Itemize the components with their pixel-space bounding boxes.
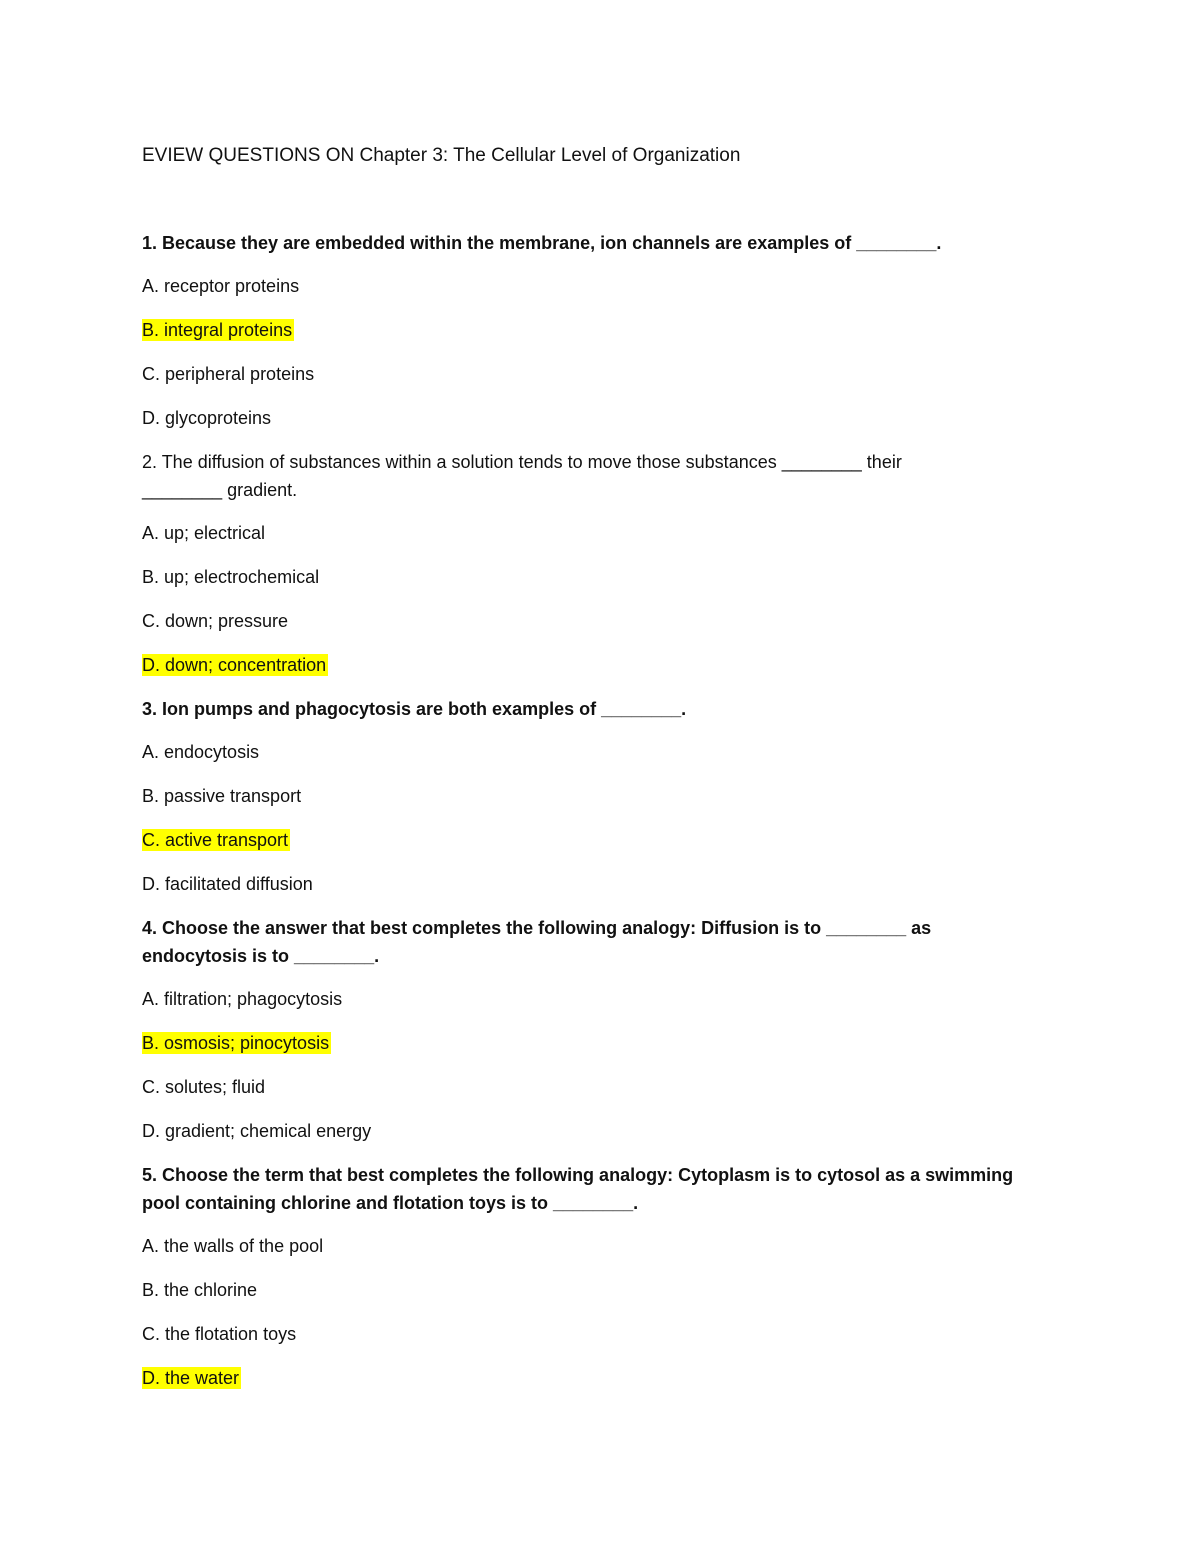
answer-option-text: B. osmosis; pinocytosis	[142, 1033, 330, 1053]
question-block	[142, 914, 1062, 1145]
answer-option	[142, 563, 1062, 591]
answer-option-text: A. endocytosis	[142, 742, 260, 762]
answer-option	[142, 1320, 1062, 1348]
answer-option	[142, 1276, 1062, 1304]
answer-option-highlighted	[142, 651, 1062, 679]
answer-option-highlighted	[142, 826, 1062, 854]
answer-option-text: A. the walls of the pool	[142, 1236, 324, 1256]
answer-option-highlighted	[142, 1029, 1062, 1057]
question-block	[142, 1161, 1062, 1392]
question-text: 5. Choose the term that best completes the following analogy: Cytoplasm is to cytosol as a swimming pool containing chlorine and flotation toys is to ________.	[142, 1165, 1014, 1213]
answer-option-text: D. glycoproteins	[142, 408, 272, 428]
answer-option-text: C. the flotation toys	[142, 1324, 297, 1344]
answer-option-text: C. active transport	[142, 830, 289, 850]
document-title: EVIEW QUESTIONS ON Chapter 3: The Cellular Level of Organization	[142, 145, 741, 166]
answer-option-text: B. passive transport	[142, 786, 302, 806]
answer-option	[142, 870, 1062, 898]
answer-option	[142, 738, 1062, 766]
answer-option-text: D. down; concentration	[142, 655, 327, 675]
answer-option-text: B. integral proteins	[142, 320, 293, 340]
answer-option	[142, 1073, 1062, 1101]
answer-option	[142, 404, 1062, 432]
answer-option-text: D. gradient; chemical energy	[142, 1121, 372, 1141]
answer-option-text: B. up; electrochemical	[142, 567, 320, 587]
document-content	[142, 143, 1062, 1408]
question-text: 3. Ion pumps and phagocytosis are both examples of ________.	[142, 699, 687, 719]
answer-option-text: C. solutes; fluid	[142, 1077, 266, 1097]
answer-option-text: C. down; pressure	[142, 611, 289, 631]
answer-option-text: A. filtration; phagocytosis	[142, 989, 343, 1009]
answer-option	[142, 1117, 1062, 1145]
answer-option	[142, 985, 1062, 1013]
answer-option-text: D. the water	[142, 1368, 240, 1388]
question-text: 1. Because they are embedded within the membrane, ion channels are examples of ________.	[142, 233, 942, 253]
answer-option-text: A. up; electrical	[142, 523, 266, 543]
answer-option-text: D. facilitated diffusion	[142, 874, 313, 894]
answer-option	[142, 360, 1062, 388]
answer-option	[142, 607, 1062, 635]
question-text: 4. Choose the answer that best completes the following analogy: Diffusion is to ________ as endocytosis is to ________.	[142, 918, 932, 966]
answer-option	[142, 1232, 1062, 1260]
question-block	[142, 448, 1062, 679]
answer-option-text: A. receptor proteins	[142, 276, 300, 296]
question-block	[142, 229, 1062, 432]
question-text: 2. The diffusion of substances within a solution tends to move those substances ________ their ________ gradient.	[142, 452, 902, 500]
question-block	[142, 695, 1062, 898]
answer-option-highlighted	[142, 1364, 1062, 1392]
answer-option	[142, 272, 1062, 300]
answer-option	[142, 519, 1062, 547]
answer-option-text: B. the chlorine	[142, 1280, 258, 1300]
answer-option-text: C. peripheral proteins	[142, 364, 315, 384]
answer-option	[142, 782, 1062, 810]
answer-option-highlighted	[142, 316, 1062, 344]
